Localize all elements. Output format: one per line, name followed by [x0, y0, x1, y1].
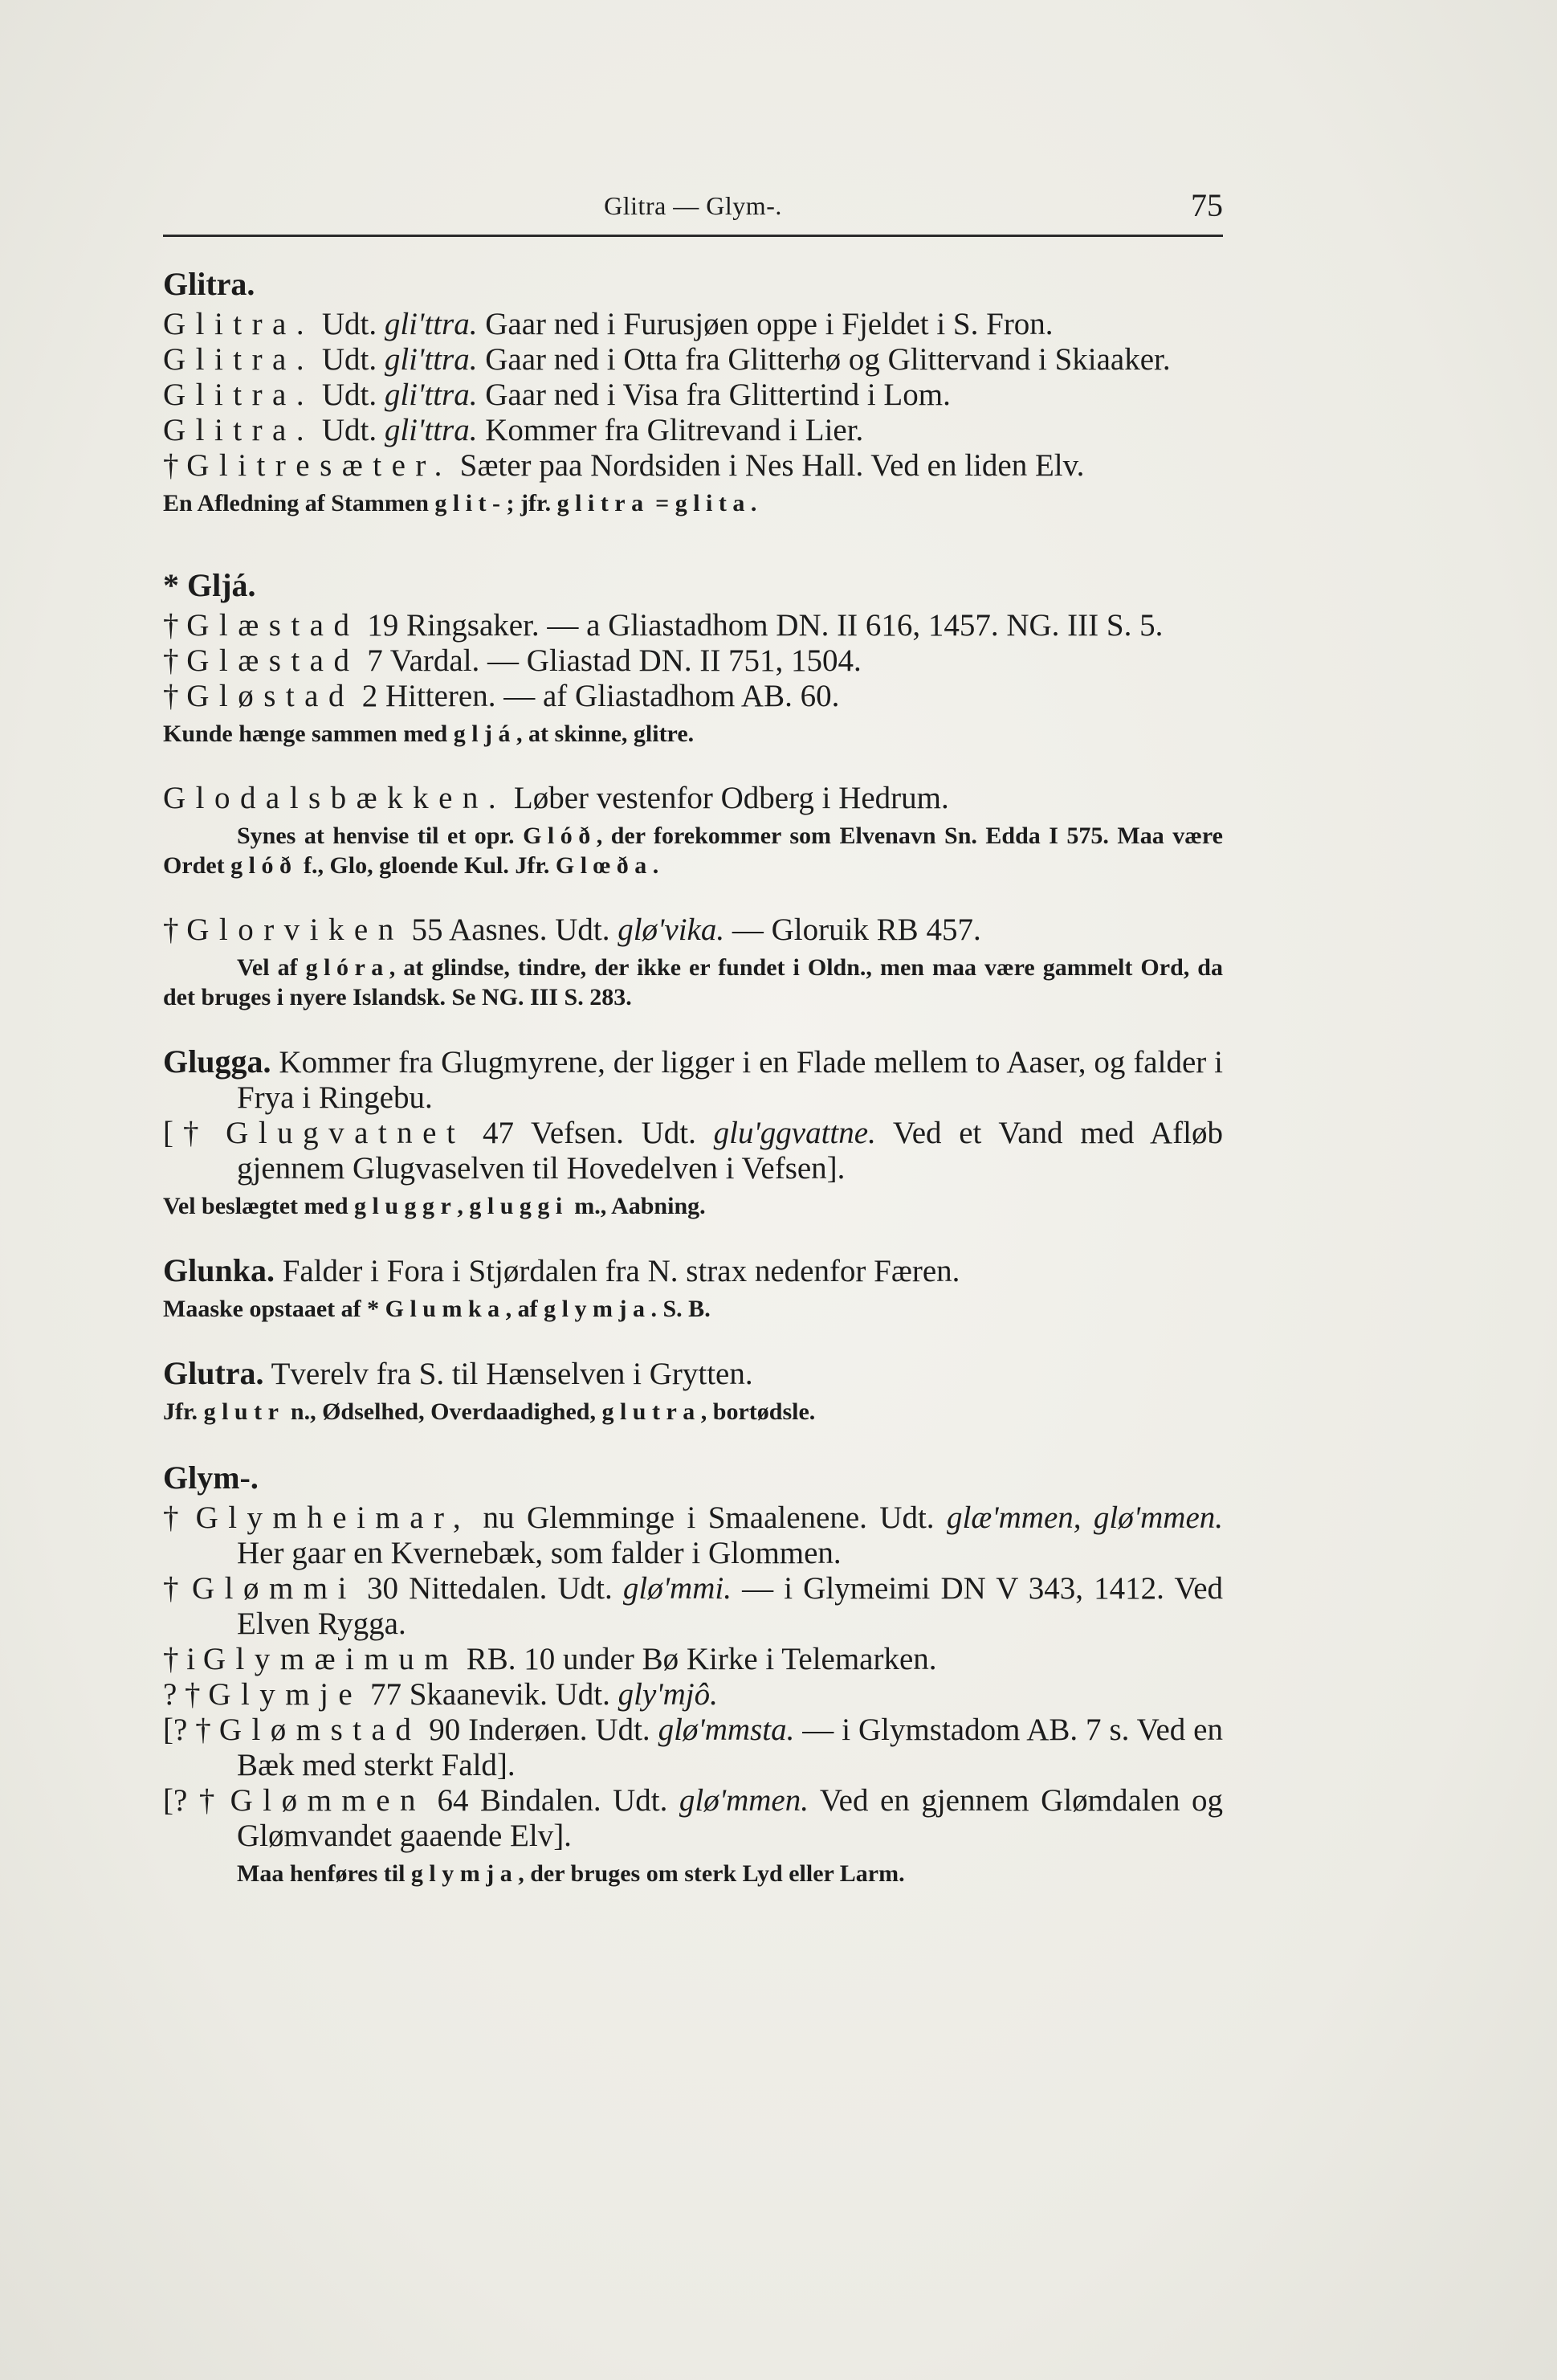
place-name: Glitra.	[163, 307, 315, 341]
place-name: Glugvatnet	[226, 1116, 466, 1150]
entry-glodalsbaekken	[163, 781, 1223, 880]
headword-glja: * Gljá.	[163, 567, 256, 603]
dictionary-content	[163, 265, 1223, 1921]
pronunciation: gli'ttra.	[384, 307, 478, 341]
place-name: Glymje	[208, 1677, 363, 1712]
dagger-mark: †	[163, 448, 187, 483]
glja-line-2: † Glæstad 7 Vardal. — Gliastad DN. II 751, 1504.	[163, 643, 862, 678]
running-header	[163, 187, 1223, 237]
running-title: Glitra — Glym-.	[604, 191, 782, 220]
dagger-mark: [? †	[163, 1713, 219, 1747]
glunka-line: Glunka. Falder i Fora i Stjørdalen fra N. strax nedenfor Færen.	[163, 1252, 960, 1288]
pronunciation: glø'mmen.	[679, 1783, 809, 1818]
dagger-mark: †	[163, 1500, 196, 1535]
glodal-line: Glodalsbækken. Løber vestenfor Odberg i Hedrum.	[163, 781, 949, 815]
place-name: Glitra.	[163, 342, 315, 377]
headword-glugga: Glugga.	[163, 1043, 271, 1080]
place-name: Gløstad	[186, 679, 354, 713]
place-name: Glodalsbækken.	[163, 781, 507, 815]
place-name: Glitresæter.	[186, 448, 452, 483]
glym-note: Maa henføres til glymja, der bruges om sterk Lyd eller Larm.	[237, 1860, 905, 1887]
glym-line-2: † Glømmi 30 Nittedalen. Udt. glø'mmi. — i Glymeimi DN V 343, 1412. Ved Elven Rygga.	[163, 1571, 1223, 1641]
glunka-note: Maaske opstaaet af *Glumka, af glymja. S. B.	[163, 1296, 711, 1322]
dagger-mark: †	[163, 679, 187, 713]
pronunciation: glæ'mmen, glø'mmen.	[946, 1500, 1223, 1535]
glugga-line-1: Glugga. Kommer fra Glugmyrene, der ligger i en Flade mellem to Aaser, og falder i Frya i Ringebu.	[163, 1043, 1223, 1115]
headword-glutra: Glutra.	[163, 1355, 264, 1391]
entry-glorviken	[163, 912, 1223, 1012]
entry-glutra	[163, 1356, 1223, 1427]
glitra-line-2: Glitra. Udt. gli'ttra. Gaar ned i Otta fra Glitterhø og Glittervand i Skiaaker.	[163, 342, 1171, 377]
glorvik-note: Vel af glóra, at glindse, tindre, der ikke er fundet i Oldn., men maa være gammelt Ord, da det bruges i nyere Islandsk. Se NG. III S. 283.	[163, 954, 1223, 1010]
place-name: Glømmen	[230, 1783, 426, 1818]
dagger-mark: ? †	[163, 1677, 209, 1712]
dagger-mark: †	[163, 643, 187, 678]
dagger-mark: †	[163, 608, 187, 643]
pronunciation: glø'mmsta.	[658, 1713, 795, 1747]
place-name: Glømmi	[192, 1571, 357, 1606]
pronunciation: gly'mjô.	[618, 1677, 718, 1712]
glutra-note: Jfr. glutr n., Ødselhed, Overdaadighed, glutra, bortødsle.	[163, 1398, 816, 1425]
glutra-line: Glutra. Tverelv fra S. til Hænselven i Grytten.	[163, 1355, 753, 1391]
dagger-mark: †	[163, 912, 187, 947]
place-name: Glorviken	[186, 912, 404, 947]
glja-line-3: † Gløstad 2 Hitteren. — af Gliastadhom AB. 60.	[163, 679, 840, 713]
pronunciation: gli'ttra.	[384, 413, 478, 447]
glym-line-4: ? † Glymje 77 Skaanevik. Udt. gly'mjô.	[163, 1677, 718, 1712]
headword-glym: Glym-.	[163, 1459, 259, 1496]
glja-line-1: † Glæstad 19 Ringsaker. — a Gliastadhom DN. II 616, 1457. NG. III S. 5.	[163, 608, 1164, 643]
pronunciation: glø'mmi.	[622, 1571, 732, 1606]
glitra-line-4: Glitra. Udt. gli'ttra. Kommer fra Glitrevand i Lier.	[163, 413, 864, 447]
glym-line-6: [? † Glømmen 64 Bindalen. Udt. glø'mmen. Ved en gjennem Glømdalen og Glømvandet gaaende Elv].	[163, 1783, 1223, 1853]
glugga-note: Vel beslægtet med gluggr, gluggi m., Aabning.	[163, 1193, 706, 1219]
entry-glunka	[163, 1253, 1223, 1324]
entry-glugga	[163, 1044, 1223, 1221]
pronunciation: glu'ggvattne.	[713, 1116, 876, 1150]
glodal-note: Synes at henvise til et opr. Glóð, der forekommer som Elvenavn Sn. Edda I 575. Maa være Ordet glóð f., Glo, gloende Kul. Jfr. Glœða.	[163, 823, 1223, 879]
place-name: Glømstad	[218, 1713, 422, 1747]
pronunciation: gli'ttra.	[384, 378, 478, 412]
place-name: Glymheimar,	[195, 1500, 471, 1535]
entry-glym	[163, 1459, 1223, 1888]
glitra-line-5: † Glitresæter. Sæter paa Nordsiden i Nes Hall. Ved en liden Elv.	[163, 448, 1085, 483]
glym-line-3: † i Glymæimum RB. 10 under Bø Kirke i Telemarken.	[163, 1642, 937, 1676]
place-name: Glitra.	[163, 413, 315, 447]
dagger-mark: † i	[163, 1642, 203, 1676]
pronunciation: gli'ttra.	[384, 342, 478, 377]
dagger-mark: †	[163, 1571, 193, 1606]
headword-glitra: Glitra.	[163, 266, 255, 302]
glugga-line-2: [† Glugvatnet 47 Vefsen. Udt. glu'ggvattne. Ved et Vand med Afløb gjennem Glugvaselven til Hovedelven i Vefsen].	[163, 1116, 1223, 1186]
entry-glitra	[163, 265, 1223, 518]
glym-line-5: [? † Glømstad 90 Inderøen. Udt. glø'mmsta. — i Glymstadom AB. 7 s. Ved en Bæk med sterkt Fald].	[163, 1713, 1223, 1782]
pronunciation: glø'vika.	[618, 912, 725, 947]
page-number: 75	[1191, 187, 1223, 223]
place-name: Glæstad	[186, 608, 360, 643]
headword-glunka: Glunka.	[163, 1252, 275, 1288]
entry-glja	[163, 566, 1223, 749]
glym-line-1: † Glymheimar, nu Glemminge i Smaalenene. Udt. glæ'mmen, glø'mmen. Her gaar en Kvernebæk, som falder i Glommen.	[163, 1500, 1223, 1570]
glitra-line-3: Glitra. Udt. gli'ttra. Gaar ned i Visa fra Glittertind i Lom.	[163, 378, 951, 412]
place-name: Glæstad	[186, 643, 360, 678]
glitra-note: En Afledning af Stammen glit-; jfr. glitra = glita.	[163, 490, 757, 516]
glorvik-line: † Glorviken 55 Aasnes. Udt. glø'vika. — Gloruik RB 457.	[163, 912, 981, 947]
dagger-mark: [? †	[163, 1783, 230, 1818]
glitra-line-1: Glitra. Udt. gli'ttra. Gaar ned i Furusjøen oppe i Fjeldet i S. Fron.	[163, 307, 1054, 341]
glja-note: Kunde hænge sammen med gljá, at skinne, glitre.	[163, 721, 695, 747]
place-name: Glitra.	[163, 378, 315, 412]
place-name: Glymæimum	[202, 1642, 459, 1676]
